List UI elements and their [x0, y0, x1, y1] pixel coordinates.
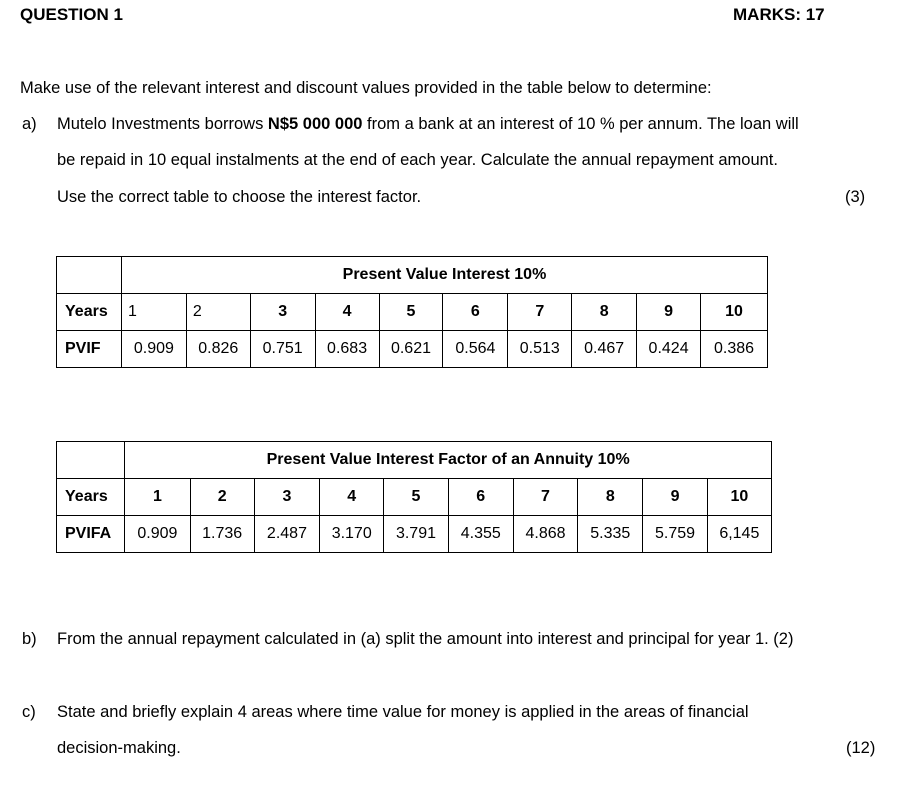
pvifa-value-cell: 2.487: [254, 516, 319, 553]
part-a-line2: be repaid in 10 equal instalments at the end of each year. Calculate the annual repayment amount.: [57, 151, 778, 169]
pvif-year-cell: 2: [186, 294, 250, 331]
part-a-line1-post: from a bank at an interest of 10 % per annum. The loan will: [362, 115, 799, 133]
pvifa-year-cell: 7: [513, 479, 577, 516]
pvif-title-row: [57, 257, 768, 294]
pvif-values-row: [57, 331, 768, 368]
pvifa-year-cell: 10: [707, 479, 771, 516]
pvif-value-cell: 0.826: [186, 331, 250, 368]
pvif-values-label: PVIF: [57, 331, 122, 368]
pvif-year-cell: 5: [379, 294, 443, 331]
pvifa-value-cell: 3.791: [384, 516, 448, 553]
pvif-year-cell: 9: [637, 294, 701, 331]
pvifa-table: [56, 441, 772, 553]
part-a-line3: Use the correct table to choose the interest factor.: [57, 188, 422, 206]
pvifa-title-row: [57, 442, 772, 479]
pvif-value-cell: 0.621: [379, 331, 443, 368]
pvifa-year-cell: 1: [125, 479, 190, 516]
pvifa-value-cell: 5.335: [578, 516, 643, 553]
pvifa-value-cell: 5.759: [643, 516, 707, 553]
pvifa-value-cell: 0.909: [125, 516, 190, 553]
pvif-year-cell: 10: [701, 294, 768, 331]
pvifa-values-row: [57, 516, 772, 553]
pvif-value-cell: 0.683: [315, 331, 379, 368]
pvif-year-cell: 1: [121, 294, 186, 331]
pvifa-title: Present Value Interest Factor of an Annuity 10%: [125, 442, 772, 479]
pvif-year-cell: 3: [250, 294, 315, 331]
question-heading: QUESTION 1: [20, 5, 123, 24]
part-b-text: From the annual repayment calculated in (a) split the amount into interest and principal for year 1. (2): [57, 630, 794, 648]
pvifa-value-cell: 6,145: [707, 516, 771, 553]
pvif-years-label: Years: [57, 294, 122, 331]
pvif-value-cell: 0.751: [250, 331, 315, 368]
pvif-value-cell: 0.467: [572, 331, 637, 368]
pvif-corner-cell: [57, 257, 122, 294]
pvifa-year-cell: 9: [643, 479, 707, 516]
pvifa-years-label: Years: [57, 479, 125, 516]
pvifa-value-cell: 1.736: [190, 516, 254, 553]
pvif-year-cell: 6: [443, 294, 508, 331]
part-a-line1: [57, 116, 799, 133]
pvifa-year-cell: 3: [254, 479, 319, 516]
part-a-label: a): [22, 115, 37, 133]
part-b-label: b): [22, 630, 37, 648]
pvif-value-cell: 0.386: [701, 331, 768, 368]
pvif-title: Present Value Interest 10%: [121, 257, 767, 294]
pvifa-values-label: PVIFA: [57, 516, 125, 553]
part-a-line1-pre: Mutelo Investments borrows: [57, 115, 268, 133]
part-a-marks: (3): [845, 188, 866, 206]
pvifa-value-cell: 3.170: [320, 516, 384, 553]
part-c-line2: decision-making.: [57, 739, 181, 757]
pvifa-year-cell: 6: [448, 479, 513, 516]
pvifa-year-cell: 4: [320, 479, 384, 516]
pvifa-corner-cell: [57, 442, 125, 479]
pvifa-value-cell: 4.868: [513, 516, 577, 553]
pvif-year-cell: 7: [508, 294, 572, 331]
part-c-label: c): [22, 703, 36, 721]
pvif-table: [56, 256, 768, 368]
pvif-years-row: [57, 294, 768, 331]
pvifa-years-row: [57, 479, 772, 516]
pvif-value-cell: 0.513: [508, 331, 572, 368]
pvifa-year-cell: 8: [578, 479, 643, 516]
pvif-value-cell: 0.909: [121, 331, 186, 368]
marks-heading: MARKS: 17: [733, 5, 825, 24]
pvifa-year-cell: 2: [190, 479, 254, 516]
pvif-year-cell: 8: [572, 294, 637, 331]
pvif-value-cell: 0.424: [637, 331, 701, 368]
intro-text: Make use of the relevant interest and discount values provided in the table below to determine:: [20, 79, 712, 97]
pvif-year-cell: 4: [315, 294, 379, 331]
pvifa-year-cell: 5: [384, 479, 448, 516]
loan-amount: N$5 000 000: [267, 115, 363, 133]
part-c-marks: (12): [846, 739, 876, 757]
pvifa-value-cell: 4.355: [448, 516, 513, 553]
pvif-value-cell: 0.564: [443, 331, 508, 368]
part-c-line1: State and briefly explain 4 areas where time value for money is applied in the areas of financial: [57, 703, 749, 721]
